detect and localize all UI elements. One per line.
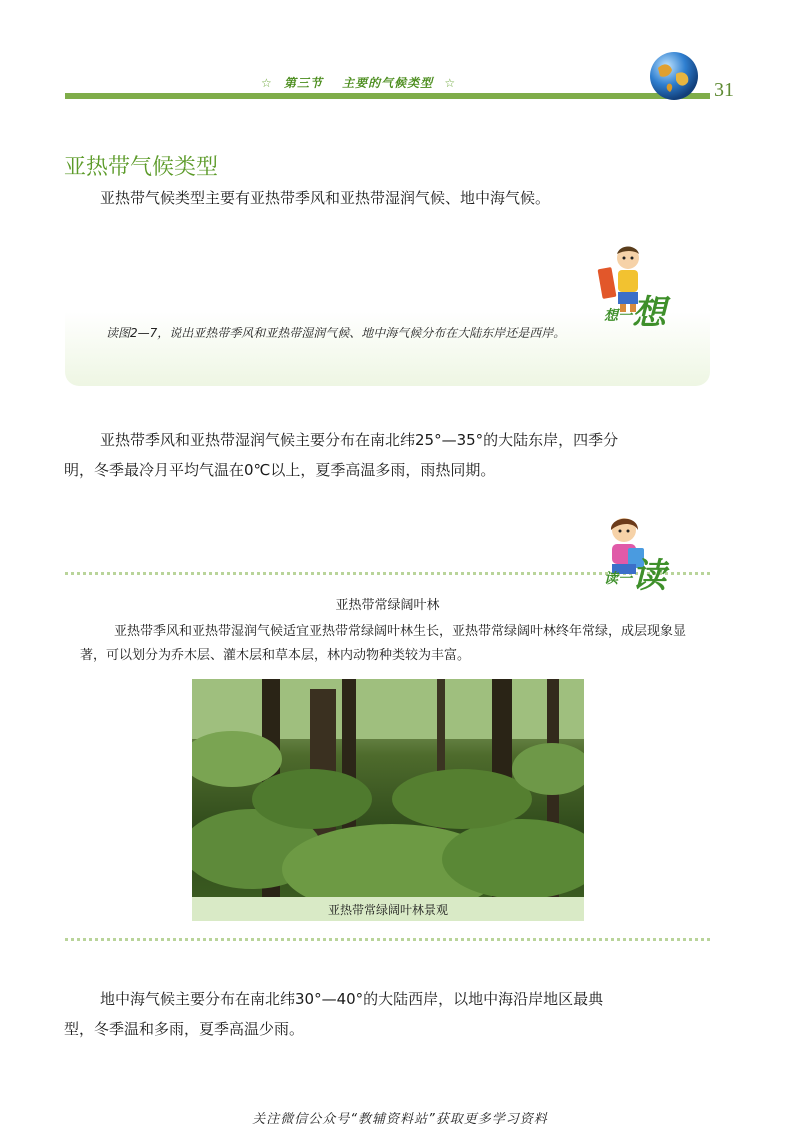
star-icon: ☆: [444, 76, 457, 90]
forest-illustration: [192, 679, 584, 897]
read-paragraph: 亚热带季风和亚热带湿润气候适宜亚热带常绿阔叶林生长，亚热带常绿阔叶林终年常绿，成层现象显著，可以划分为乔木层、灌木层和草本层，林内动物种类较为丰富。: [80, 624, 687, 663]
header-rule: [65, 93, 710, 99]
forest-photo: [192, 679, 584, 897]
read-bottom-divider: [65, 938, 710, 941]
header-subtitle: 主要的气候类型: [342, 76, 434, 90]
think-question: 读图2—7，说出亚热带季风和亚热带湿润气候、地中海气候分布在大陆东岸还是西岸。: [106, 326, 566, 340]
running-header: [255, 74, 462, 91]
think-label: 想一想: [604, 293, 666, 333]
footer-note: 关注微信公众号“教辅资料站”获取更多学习资料: [252, 1112, 548, 1127]
page-number: 31: [714, 79, 734, 101]
intro-paragraph: 亚热带气候类型主要有亚热带季风和亚热带湿润气候、地中海气候。: [100, 189, 551, 207]
monsoon-paragraph: 亚热带季风和亚热带湿润气候主要分布在南北纬25°—35°的大陆东岸，四季分明，冬季最冷月平均气温在0℃以上，夏季高温多雨，雨热同期。: [64, 431, 619, 479]
read-title: 亚热带常绿阔叶林: [335, 598, 440, 613]
section-title: 亚热带气候类型: [64, 155, 219, 180]
globe-icon: [648, 50, 700, 102]
photo-caption: 亚热带常绿阔叶林景观: [327, 903, 448, 917]
star-icon: ☆: [261, 76, 273, 90]
read-label: 读一读: [604, 556, 666, 596]
mediterranean-paragraph: 地中海气候主要分布在南北纬30°—40°的大陆西岸，以地中海沿岸地区最典型，冬季温和多雨，夏季高温少雨。: [64, 990, 604, 1038]
header-section: 第三节: [283, 76, 323, 90]
